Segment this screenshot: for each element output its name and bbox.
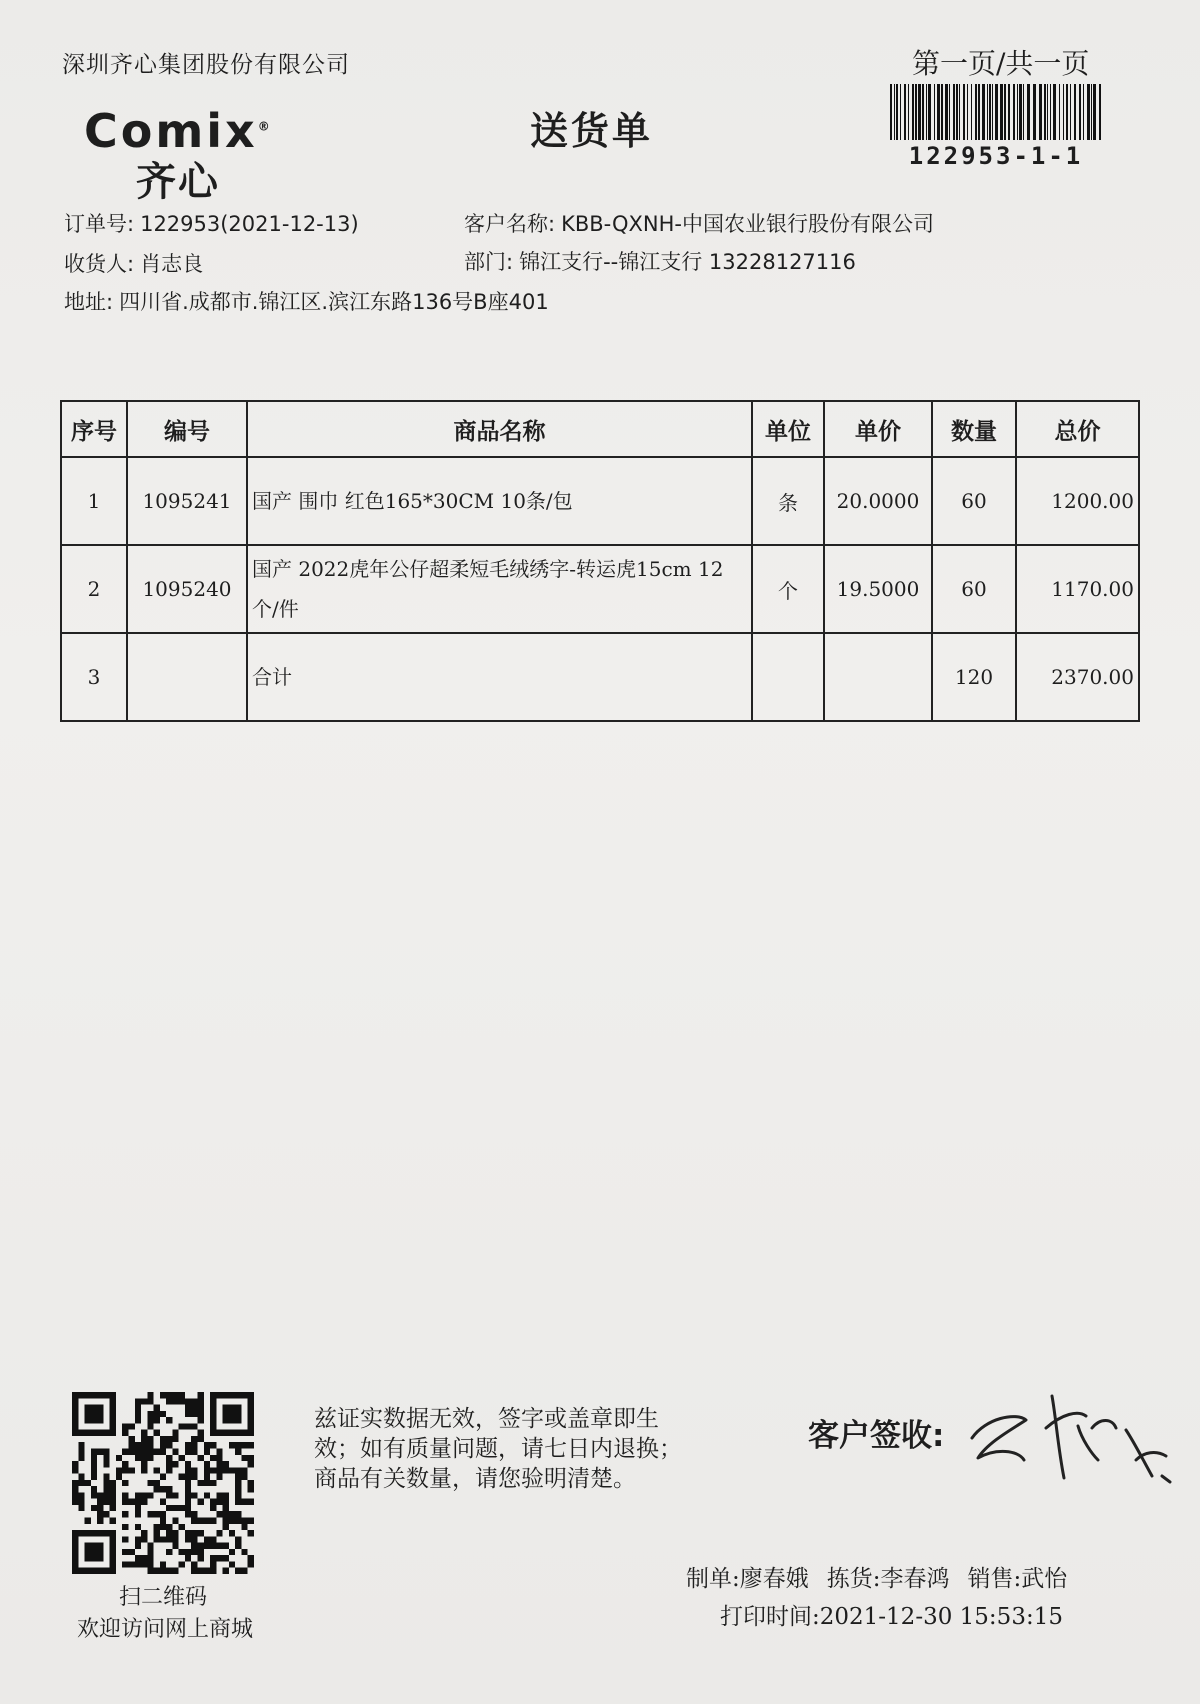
company-name: 深圳齐心集团股份有限公司 bbox=[62, 52, 350, 78]
table-row bbox=[61, 457, 1139, 545]
col-header-seq: 序号 bbox=[61, 401, 127, 457]
maker: 制单:廖春娥 bbox=[686, 1566, 809, 1592]
cell-unit bbox=[752, 633, 824, 721]
cell-total: 2370.00 bbox=[1016, 633, 1139, 721]
order-label: 订单号: bbox=[64, 212, 135, 236]
notice-text bbox=[314, 1404, 734, 1494]
cell-total: 1200.00 bbox=[1016, 457, 1139, 545]
cell-qty: 60 bbox=[932, 545, 1016, 633]
receiver-label: 收货人: bbox=[64, 252, 135, 276]
order-number bbox=[64, 208, 359, 238]
barcode-image bbox=[890, 84, 1102, 140]
comix-logo: Comix® bbox=[84, 104, 273, 158]
notice-line: 效；如有质量问题，请七日内退换； bbox=[314, 1436, 682, 1462]
table-row bbox=[61, 545, 1139, 633]
dept-label: 部门: bbox=[464, 250, 514, 274]
cell-unit: 个 bbox=[752, 545, 824, 633]
cell-price bbox=[824, 633, 932, 721]
col-header-name: 商品名称 bbox=[247, 401, 752, 457]
qr-shop-caption: 欢迎访问网上商城 bbox=[76, 1617, 253, 1642]
cell-qty: 60 bbox=[932, 457, 1016, 545]
address-value: 四川省.成都市.锦江区.滨江东路136号B座401 bbox=[119, 290, 549, 314]
receiver-value: 肖志良 bbox=[140, 252, 204, 276]
staff-info bbox=[686, 1560, 1085, 1593]
col-header-total: 总价 bbox=[1016, 401, 1139, 457]
cell-qty: 120 bbox=[932, 633, 1016, 721]
customer-label: 客户名称: bbox=[464, 212, 556, 236]
sales: 销售:武怡 bbox=[967, 1566, 1068, 1592]
handwritten-signature bbox=[966, 1368, 1174, 1498]
print-time: 打印时间:2021-12-30 15:53:15 bbox=[720, 1604, 1063, 1630]
customer-sign-label: 客户签收: bbox=[808, 1418, 945, 1454]
table-header-row bbox=[61, 401, 1139, 457]
cell-seq: 2 bbox=[61, 545, 127, 633]
col-header-price: 单价 bbox=[824, 401, 932, 457]
table-row-total bbox=[61, 633, 1139, 721]
qr-caption: 扫二维码 bbox=[118, 1585, 207, 1610]
cell-code: 1095241 bbox=[127, 457, 247, 545]
barcode-number: 122953-1-1 bbox=[908, 142, 1084, 170]
page-info: 第一页/共一页 bbox=[912, 47, 1090, 80]
cell-name: 国产 围巾 红色165*30CM 10条/包 bbox=[247, 457, 752, 545]
address bbox=[64, 286, 549, 316]
notice-line: 兹证实数据无效，签字或盖章即生 bbox=[314, 1406, 659, 1432]
department bbox=[464, 246, 856, 276]
cell-seq: 3 bbox=[61, 633, 127, 721]
logo-cn-text: 齐心 bbox=[136, 159, 220, 205]
cell-seq: 1 bbox=[61, 457, 127, 545]
cell-total: 1170.00 bbox=[1016, 545, 1139, 633]
notice-line: 商品有关数量，请您验明清楚。 bbox=[314, 1466, 636, 1492]
document-title: 送货单 bbox=[530, 109, 654, 153]
customer-value: KBB-QXNH-中国农业银行股份有限公司 bbox=[561, 212, 935, 236]
cell-unit: 条 bbox=[752, 457, 824, 545]
cell-price: 20.0000 bbox=[824, 457, 932, 545]
dept-value: 锦江支行--锦江支行 13228127116 bbox=[519, 250, 856, 274]
address-label: 地址: bbox=[64, 290, 114, 314]
cell-name: 合计 bbox=[247, 633, 752, 721]
receiver bbox=[64, 248, 203, 278]
items-table bbox=[60, 400, 1140, 722]
cell-name: 国产 2022虎年公仔超柔短毛绒绣字-转运虎15cm 12个/件 bbox=[247, 545, 752, 633]
customer-name bbox=[464, 208, 934, 238]
order-value: 122953(2021-12-13) bbox=[140, 212, 359, 236]
cell-code bbox=[127, 633, 247, 721]
col-header-qty: 数量 bbox=[932, 401, 1016, 457]
col-header-code: 编号 bbox=[127, 401, 247, 457]
logo-en-text: Comix bbox=[84, 104, 258, 158]
picker: 拣货:李春鸿 bbox=[826, 1566, 950, 1592]
cell-code: 1095240 bbox=[127, 545, 247, 633]
qr-code-icon bbox=[72, 1392, 254, 1574]
cell-price: 19.5000 bbox=[824, 545, 932, 633]
col-header-unit: 单位 bbox=[752, 401, 824, 457]
